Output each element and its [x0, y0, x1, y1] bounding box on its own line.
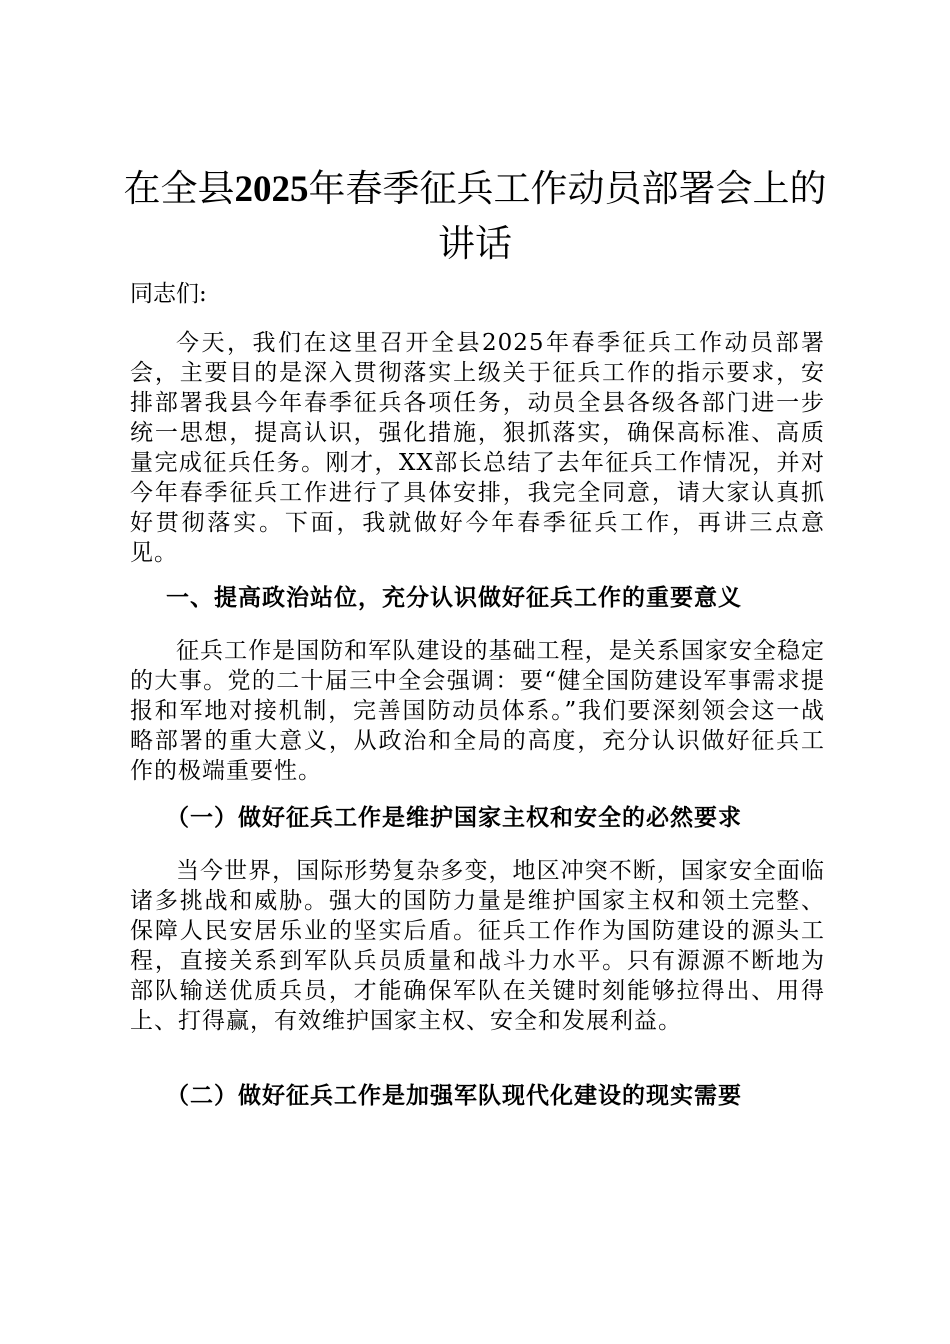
title-suffix: 年春季征兵工作动员部署会上的讲话	[308, 167, 827, 265]
document-title	[110, 162, 840, 271]
title-prefix: 在全县	[123, 167, 235, 210]
salutation: 同志们:	[130, 281, 207, 307]
sub1-heading: （一）做好征兵工作是维护国家主权和安全的必然要求	[166, 804, 742, 831]
title-year: 2025	[234, 169, 309, 210]
section1-heading: 一、提高政治站位，充分认识做好征兵工作的重要意义	[166, 584, 742, 611]
sub2-heading: （二）做好征兵工作是加强军队现代化建设的现实需要	[166, 1082, 742, 1109]
sub1-paragraph: 当今世界，国际形势复杂多变，地区冲突不断，国家安全面临诸多挑战和威胁。强大的国防力量是维护国家主权和领土完整、保障人民安居乐业的坚实后盾。征兵工作作为国防建设的源头工程，直接关系到军队兵员质量和战斗力水平。只有源源不断地为部队输送优质兵员，才能确保军队在关键时刻能够拉得出、用得上、打得赢，有效维护国家主权、安全和发展利益。	[130, 858, 825, 1034]
section1-paragraph: 征兵工作是国防和军队建设的基础工程，是关系国家安全稳定的大事。党的二十届三中全会强调：要“健全国防建设军事需求提报和军地对接机制，完善国防动员体系。”我们要深刻领会这一战略部署的重大意义，从政治和全局的高度，充分认识做好征兵工作的极端重要性。	[130, 638, 825, 784]
intro-paragraph: 今天，我们在这里召开全县2025年春季征兵工作动员部署会，主要目的是深入贯彻落实上级关于征兵工作的指示要求，安排部署我县今年春季征兵各项任务，动员全县各级各部门进一步统一思想，提高认识，强化措施，狠抓落实，确保高标准、高质量完成征兵任务。刚才，XX部长总结了去年征兵工作情况，并对今年春季征兵工作进行了具体安排，我完全同意，请大家认真抓好贯彻落实。下面，我就做好今年春季征兵工作，再讲三点意见。	[130, 330, 825, 566]
